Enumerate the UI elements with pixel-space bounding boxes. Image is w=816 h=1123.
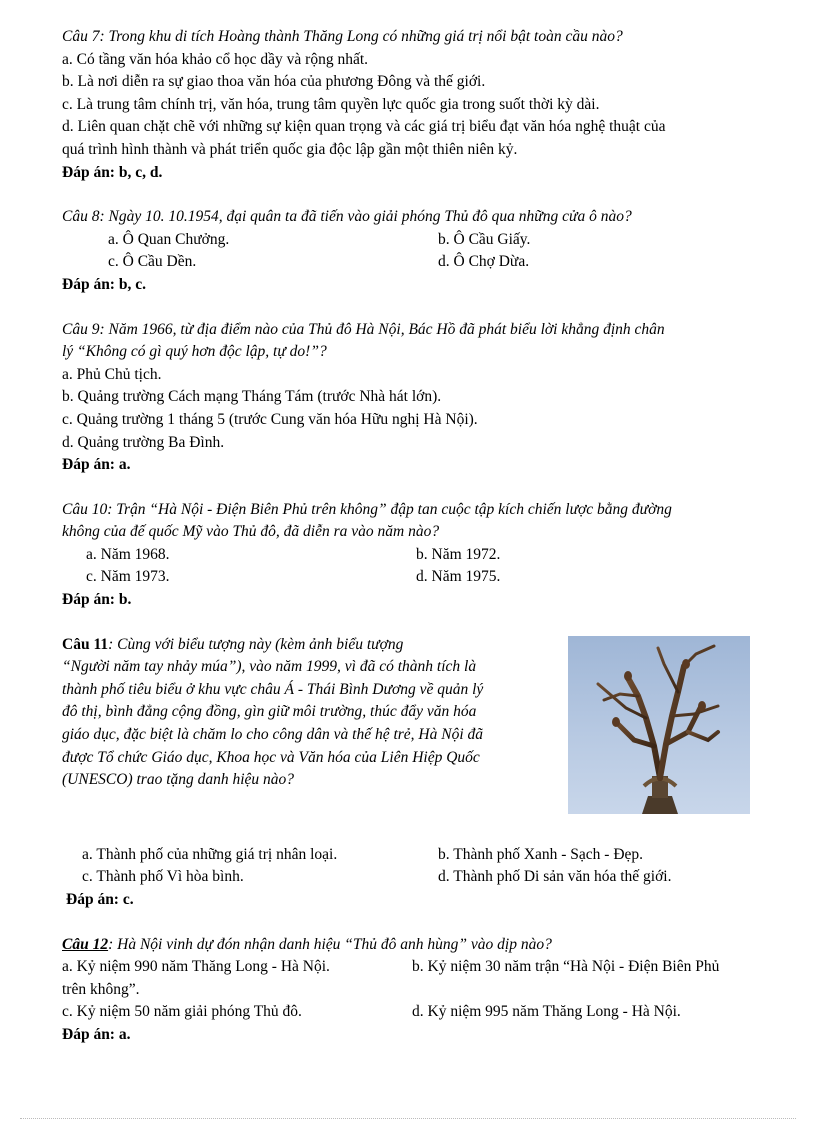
question-8-option-a: a. Ô Quan Chưởng. — [108, 230, 230, 248]
question-12-option-d: d. Kỷ niệm 995 năm Thăng Long - Hà Nội. — [412, 1003, 681, 1021]
question-11-text-line-7: (UNESCO) trao tặng danh hiệu nào? — [62, 771, 295, 789]
question-9 — [62, 319, 777, 477]
question-11-option-b: b. Thành phố Xanh - Sạch - Đẹp. — [438, 845, 644, 863]
question-11-options-row-1 — [62, 844, 777, 867]
question-10-option-c: c. Năm 1973. — [86, 568, 170, 586]
question-7-option-a: a. Có tầng văn hóa khảo cổ học dầy và rộng nhất. — [62, 50, 369, 68]
question-12-text: : Hà Nội vinh dự đón nhận danh hiệu “Thủ đô anh hùng” vào dịp nào? — [108, 935, 552, 953]
question-11-options — [62, 844, 777, 912]
question-8-text: Câu 8: Ngày 10. 10.1954, đại quân ta đã tiến vào giải phóng Thủ đô qua những cửa ô nào? — [62, 208, 632, 226]
question-12-option-b-cont: trên không”. — [62, 980, 140, 998]
question-8-options-row-1 — [62, 229, 777, 252]
question-11-text-line-2: “Người năm tay nhảy múa”), vào năm 1999, vì đã có thành tích là — [62, 658, 477, 676]
question-8-answer: Đáp án: b, c. — [62, 275, 146, 293]
question-7 — [62, 26, 777, 184]
question-11-option-c: c. Thành phố Vì hòa bình. — [82, 868, 244, 886]
document-page — [62, 26, 777, 1047]
question-9-option-c: c. Quảng trường 1 tháng 5 (trước Cung văn hóa Hữu nghị Hà Nội). — [62, 410, 478, 428]
question-7-option-b: b. Là nơi diễn ra sự giao thoa văn hóa của phương Đông và thế giới. — [62, 73, 486, 91]
question-12-option-a: a. Kỷ niệm 990 năm Thăng Long - Hà Nội. — [62, 958, 330, 976]
question-9-option-d: d. Quảng trường Ba Đình. — [62, 433, 225, 451]
question-10-options-row-1 — [62, 544, 777, 567]
question-11 — [62, 634, 777, 912]
question-12-option-b: b. Kỷ niệm 30 năm trận “Hà Nội - Điện Biên Phủ — [412, 958, 720, 976]
question-10-option-a: a. Năm 1968. — [86, 545, 170, 563]
question-12-label: Câu 12 — [62, 935, 109, 953]
question-12 — [62, 934, 777, 1047]
question-10-options-row-2 — [62, 566, 777, 589]
question-12-options-row-1 — [62, 956, 777, 979]
question-7-option-c: c. Là trung tâm chính trị, văn hóa, trung tâm quyền lực quốc gia trong suốt thời kỳ dài. — [62, 95, 600, 113]
question-10-answer: Đáp án: b. — [62, 591, 132, 609]
question-10-option-d: d. Năm 1975. — [416, 568, 501, 586]
question-10-text-line-1: Câu 10: Trận “Hà Nội - Điện Biên Phủ trên không” đập tan cuộc tập kích chiến lược bằng đường — [62, 500, 672, 518]
question-11-option-d: d. Thành phố Di sản văn hóa thế giới. — [438, 868, 672, 886]
question-11-label: Câu 11 — [62, 635, 109, 653]
question-11-options-row-2 — [62, 866, 777, 889]
question-12-option-c: c. Kỷ niệm 50 năm giải phóng Thủ đô. — [62, 1003, 302, 1021]
question-9-text-line-1: Câu 9: Năm 1966, từ địa điểm nào của Thủ đô Hà Nội, Bác Hồ đã phát biểu lời khẳng định chân — [62, 320, 665, 338]
question-12-answer: Đáp án: a. — [62, 1025, 131, 1043]
question-11-text-line-5: giáo dục, đặc biệt là chăm lo cho công dân và thế hệ trẻ, Hà Nội đã — [62, 726, 484, 744]
question-8-options-row-2 — [62, 251, 777, 274]
question-11-text-line-3: thành phố tiêu biểu ở khu vực châu Á - Thái Bình Dương về quản lý — [62, 680, 484, 698]
question-11-text-line-1: : Cùng với biểu tượng này (kèm ảnh biểu tượng — [108, 635, 404, 653]
question-8-option-b: b. Ô Cầu Giấy. — [438, 230, 531, 248]
question-7-option-d-cont: quá trình hình thành và phát triển quốc gia độc lập gần một thiên niên kỷ. — [62, 140, 518, 158]
question-10-option-b: b. Năm 1972. — [416, 545, 501, 563]
question-7-text: Câu 7: Trong khu di tích Hoàng thành Thăng Long có những giá trị nổi bật toàn cầu nào? — [62, 28, 623, 45]
question-7-answer: Đáp án: b, c, d. — [62, 163, 163, 181]
question-9-option-a: a. Phủ Chủ tịch. — [62, 365, 162, 383]
question-11-option-a: a. Thành phố của những giá trị nhân loại. — [82, 845, 338, 863]
dancing-statue-photo — [568, 636, 750, 814]
question-8-option-d: d. Ô Chợ Dừa. — [438, 253, 530, 271]
question-8 — [62, 206, 777, 296]
question-12-options-row-2 — [62, 1001, 777, 1024]
question-11-text — [62, 634, 552, 792]
question-10 — [62, 499, 777, 612]
question-11-text-line-4: đô thị, bình đẳng cộng đồng, gìn giữ môi trường, thúc đẩy văn hóa — [62, 703, 477, 721]
question-9-answer: Đáp án: a. — [62, 456, 131, 474]
statue-silhouette-icon — [568, 636, 750, 814]
question-11-answer: Đáp án: c. — [66, 891, 134, 908]
question-10-text-line-2: không của đế quốc Mỹ vào Thủ đô, đã diễn ra vào năm nào? — [62, 523, 440, 541]
question-7-option-d: d. Liên quan chặt chẽ với những sự kiện quan trọng và các giá trị biểu đạt văn hóa nghệ thuật của — [62, 118, 666, 136]
question-8-option-c: c. Ô Cầu Dền. — [108, 253, 197, 271]
question-9-option-b: b. Quảng trường Cách mạng Tháng Tám (trước Nhà hát lớn). — [62, 388, 442, 406]
question-11-text-line-6: được Tổ chức Giáo dục, Khoa học và Văn hóa của Liên Hiệp Quốc — [62, 748, 480, 766]
question-9-text-line-2: lý “Không có gì quý hơn độc lập, tự do!”? — [62, 343, 327, 361]
page-bottom-divider — [20, 1118, 796, 1119]
